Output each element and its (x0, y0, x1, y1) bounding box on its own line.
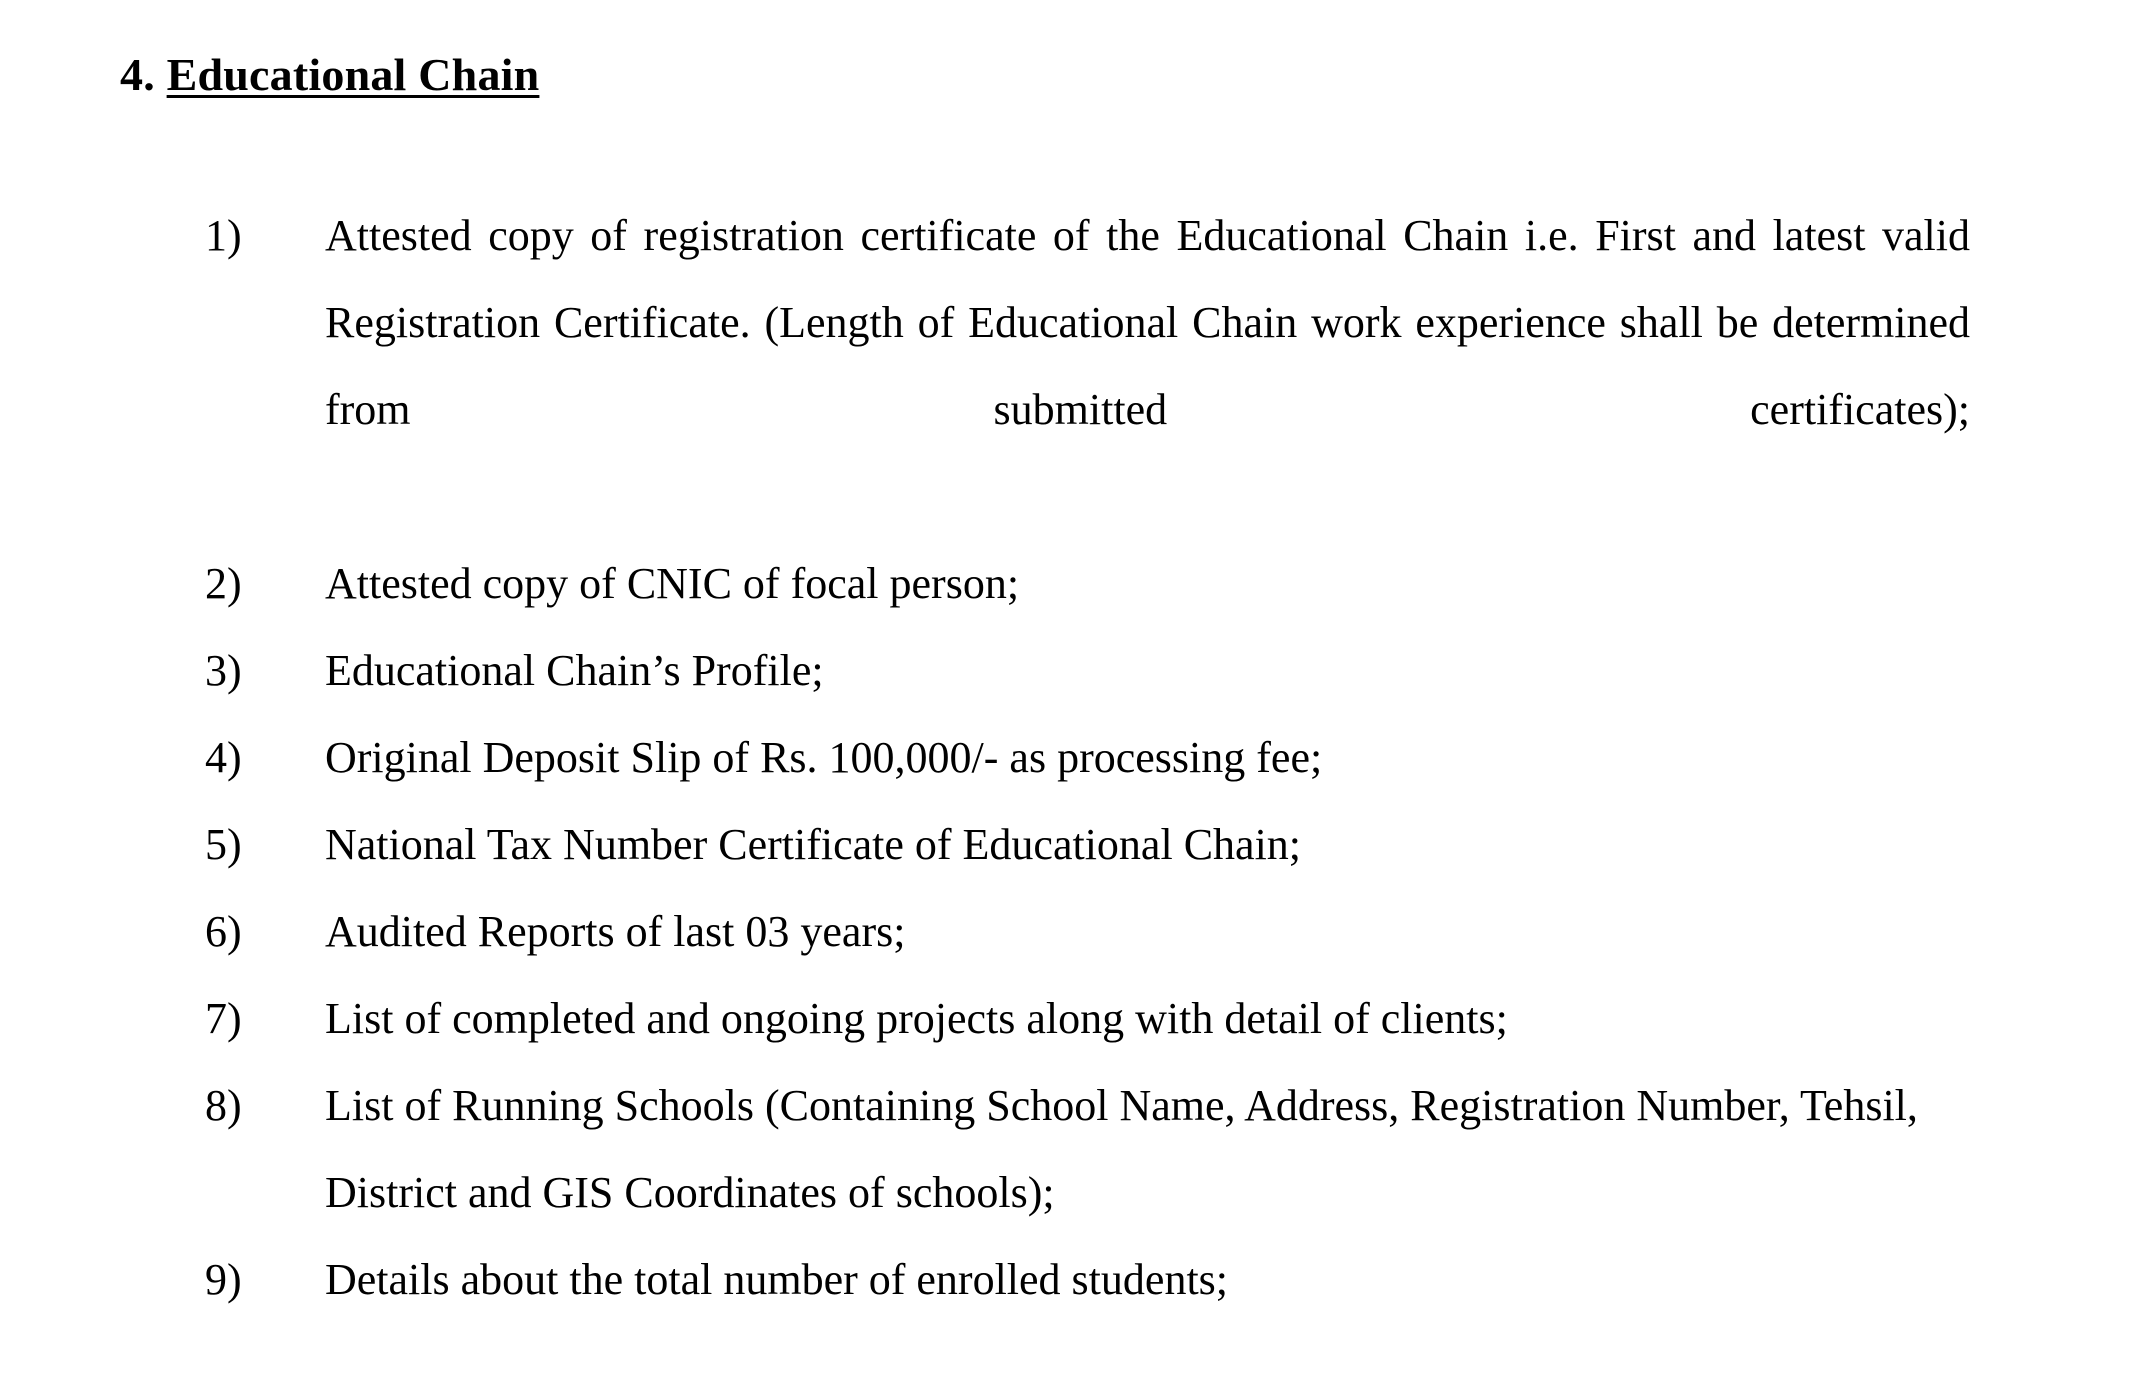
list-item (40, 192, 2152, 540)
list-item-text: List of completed and ongoing projects along with detail of clients; (325, 994, 1508, 1043)
list-item-marker: 9) (205, 1255, 242, 1304)
list-item-text: Attested copy of registration certificate of the Educational Chain i.e. First and latest valid Registration Certificate. (Length of Educational Chain work experience shall be determined from submitted certificates); (325, 211, 1970, 434)
list-item (40, 1062, 2152, 1236)
list-item-text: Educational Chain’s Profile; (325, 646, 824, 695)
list-item-marker: 3) (205, 646, 242, 695)
list-item-marker: 1) (205, 211, 242, 260)
list-item (40, 714, 2152, 801)
list-item-marker: 2) (205, 559, 242, 608)
list-item-marker: 7) (205, 994, 242, 1043)
list-item-text: Original Deposit Slip of Rs. 100,000/- as processing fee; (325, 733, 1323, 782)
section-heading (120, 48, 539, 101)
section-heading-title: Educational Chain (166, 49, 540, 100)
list-item (40, 975, 2152, 1062)
list-item (40, 1236, 2152, 1323)
list-item (40, 540, 2152, 627)
requirements-list (0, 192, 2152, 1323)
list-item-marker: 5) (205, 820, 242, 869)
list-item-text: Audited Reports of last 03 years; (325, 907, 906, 956)
list-item (40, 627, 2152, 714)
list-item-text: National Tax Number Certificate of Educational Chain; (325, 820, 1302, 869)
section-heading-number: 4. (120, 49, 155, 100)
list-item-text: Attested copy of CNIC of focal person; (325, 559, 1020, 608)
list-item-marker: 8) (205, 1081, 242, 1130)
list-item-marker: 4) (205, 733, 242, 782)
list-item-text: List of Running Schools (Containing School Name, Address, Registration Number, Tehsil, District and GIS Coordinates of schools); (325, 1081, 1918, 1217)
list-item (40, 801, 2152, 888)
list-item-marker: 6) (205, 907, 242, 956)
list-item-text: Details about the total number of enrolled students; (325, 1255, 1229, 1304)
list-item (40, 888, 2152, 975)
